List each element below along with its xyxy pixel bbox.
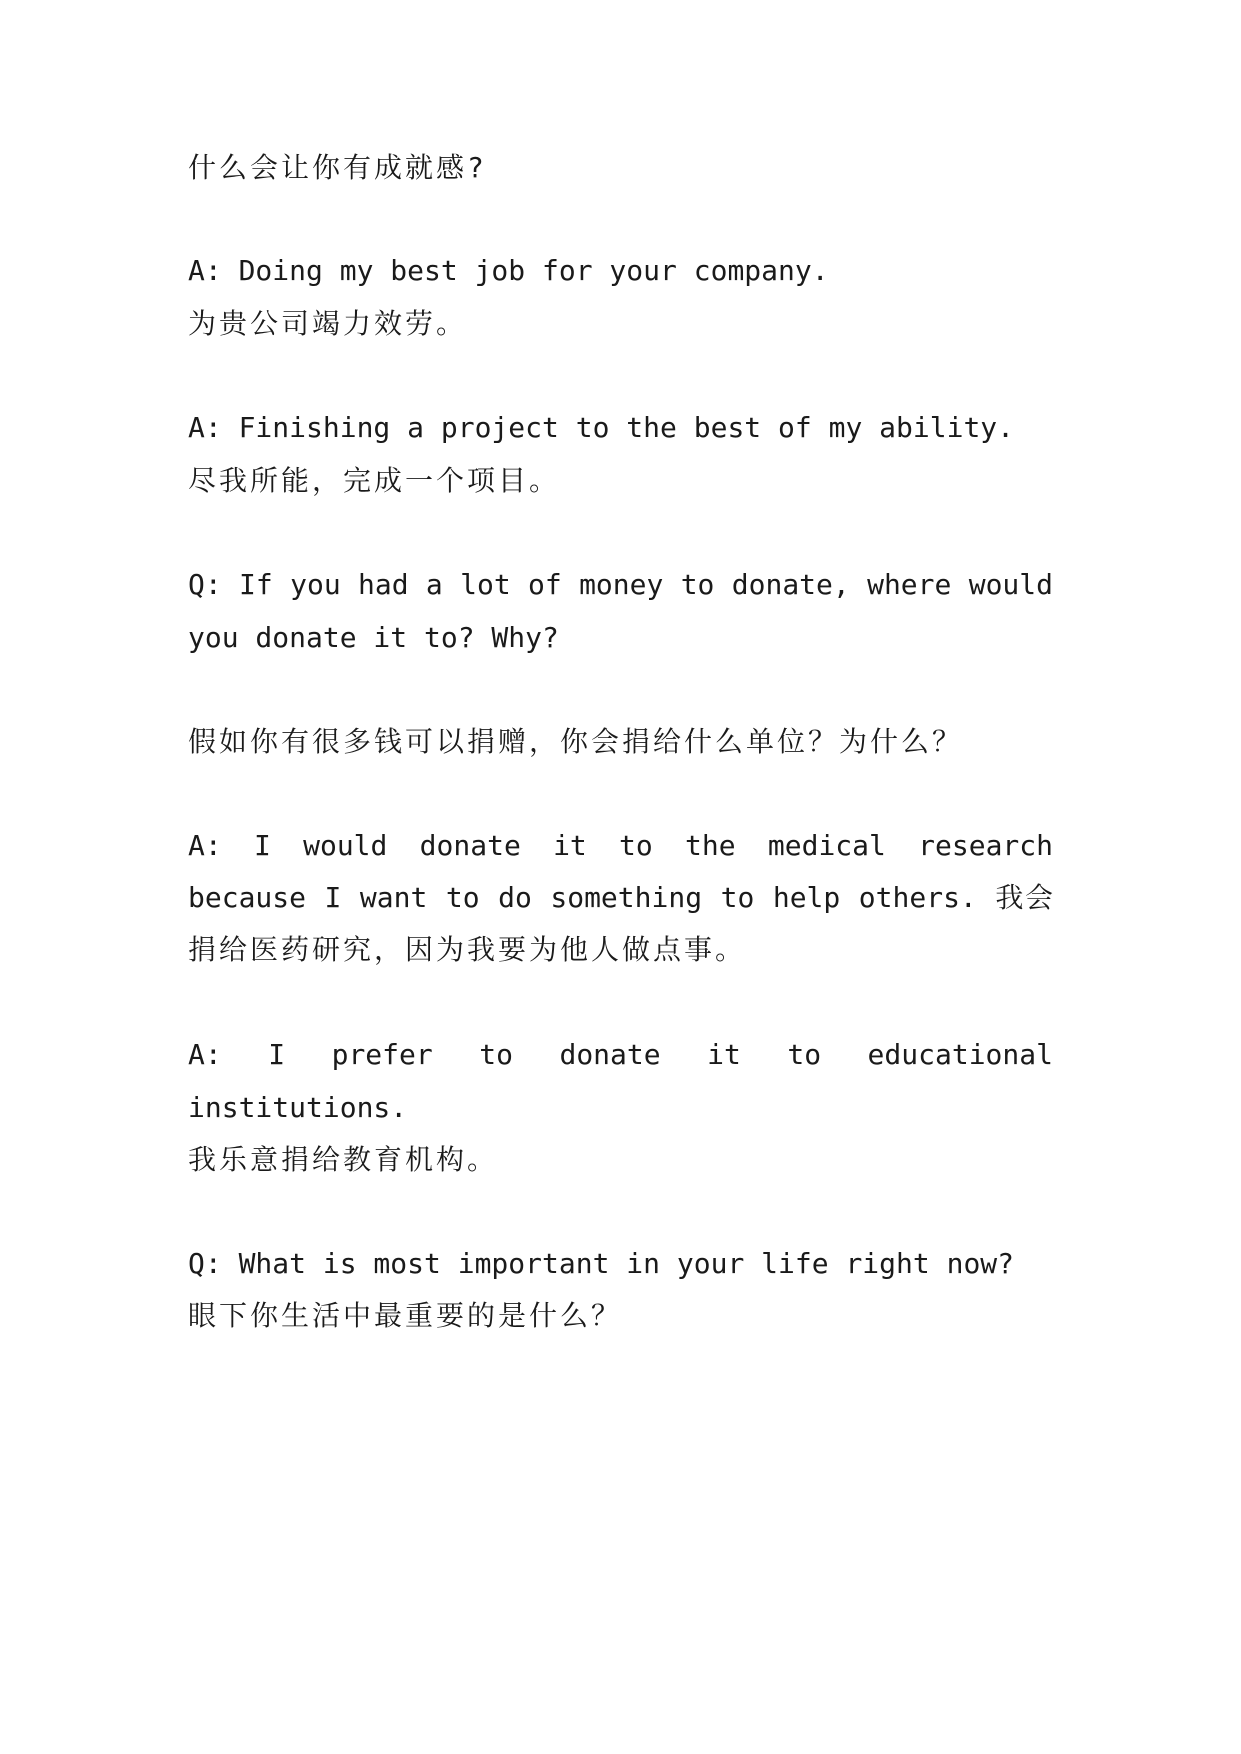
question-chinese: 假如你有很多钱可以捐赠，你会捐给什么单位？为什么？ xyxy=(188,725,964,758)
question-chinese: 眼下你生活中最重要的是什么？ xyxy=(188,1299,623,1332)
answer-chinese: 我乐意捐给教育机构。 xyxy=(188,1143,499,1176)
answer-english: A: Finishing a project to the best of my ability. xyxy=(188,411,1015,444)
answer-line: because I want to do something to help others. 我会 xyxy=(188,881,1053,914)
answer-line: A: I prefer to donate it to educational xyxy=(188,1038,1053,1071)
answer-chinese: 尽我所能，完成一个项目。 xyxy=(188,464,561,497)
answer-line: institutions. xyxy=(188,1091,408,1124)
question-english: Q: What is most important in your life right now? xyxy=(188,1247,1015,1280)
answer-line: A: I would donate it to the medical research xyxy=(188,829,1053,862)
question-english-line: Q: If you had a lot of money to donate, where would xyxy=(188,568,1053,601)
answer-chinese: 为贵公司竭力效劳。 xyxy=(188,307,468,340)
question-english-line: you donate it to? Why? xyxy=(188,621,559,654)
question-chinese: 什么会让你有成就感? xyxy=(188,151,487,184)
answer-line: 捐给医药研究，因为我要为他人做点事。 xyxy=(188,933,747,966)
answer-english: A: Doing my best job for your company. xyxy=(188,254,829,287)
